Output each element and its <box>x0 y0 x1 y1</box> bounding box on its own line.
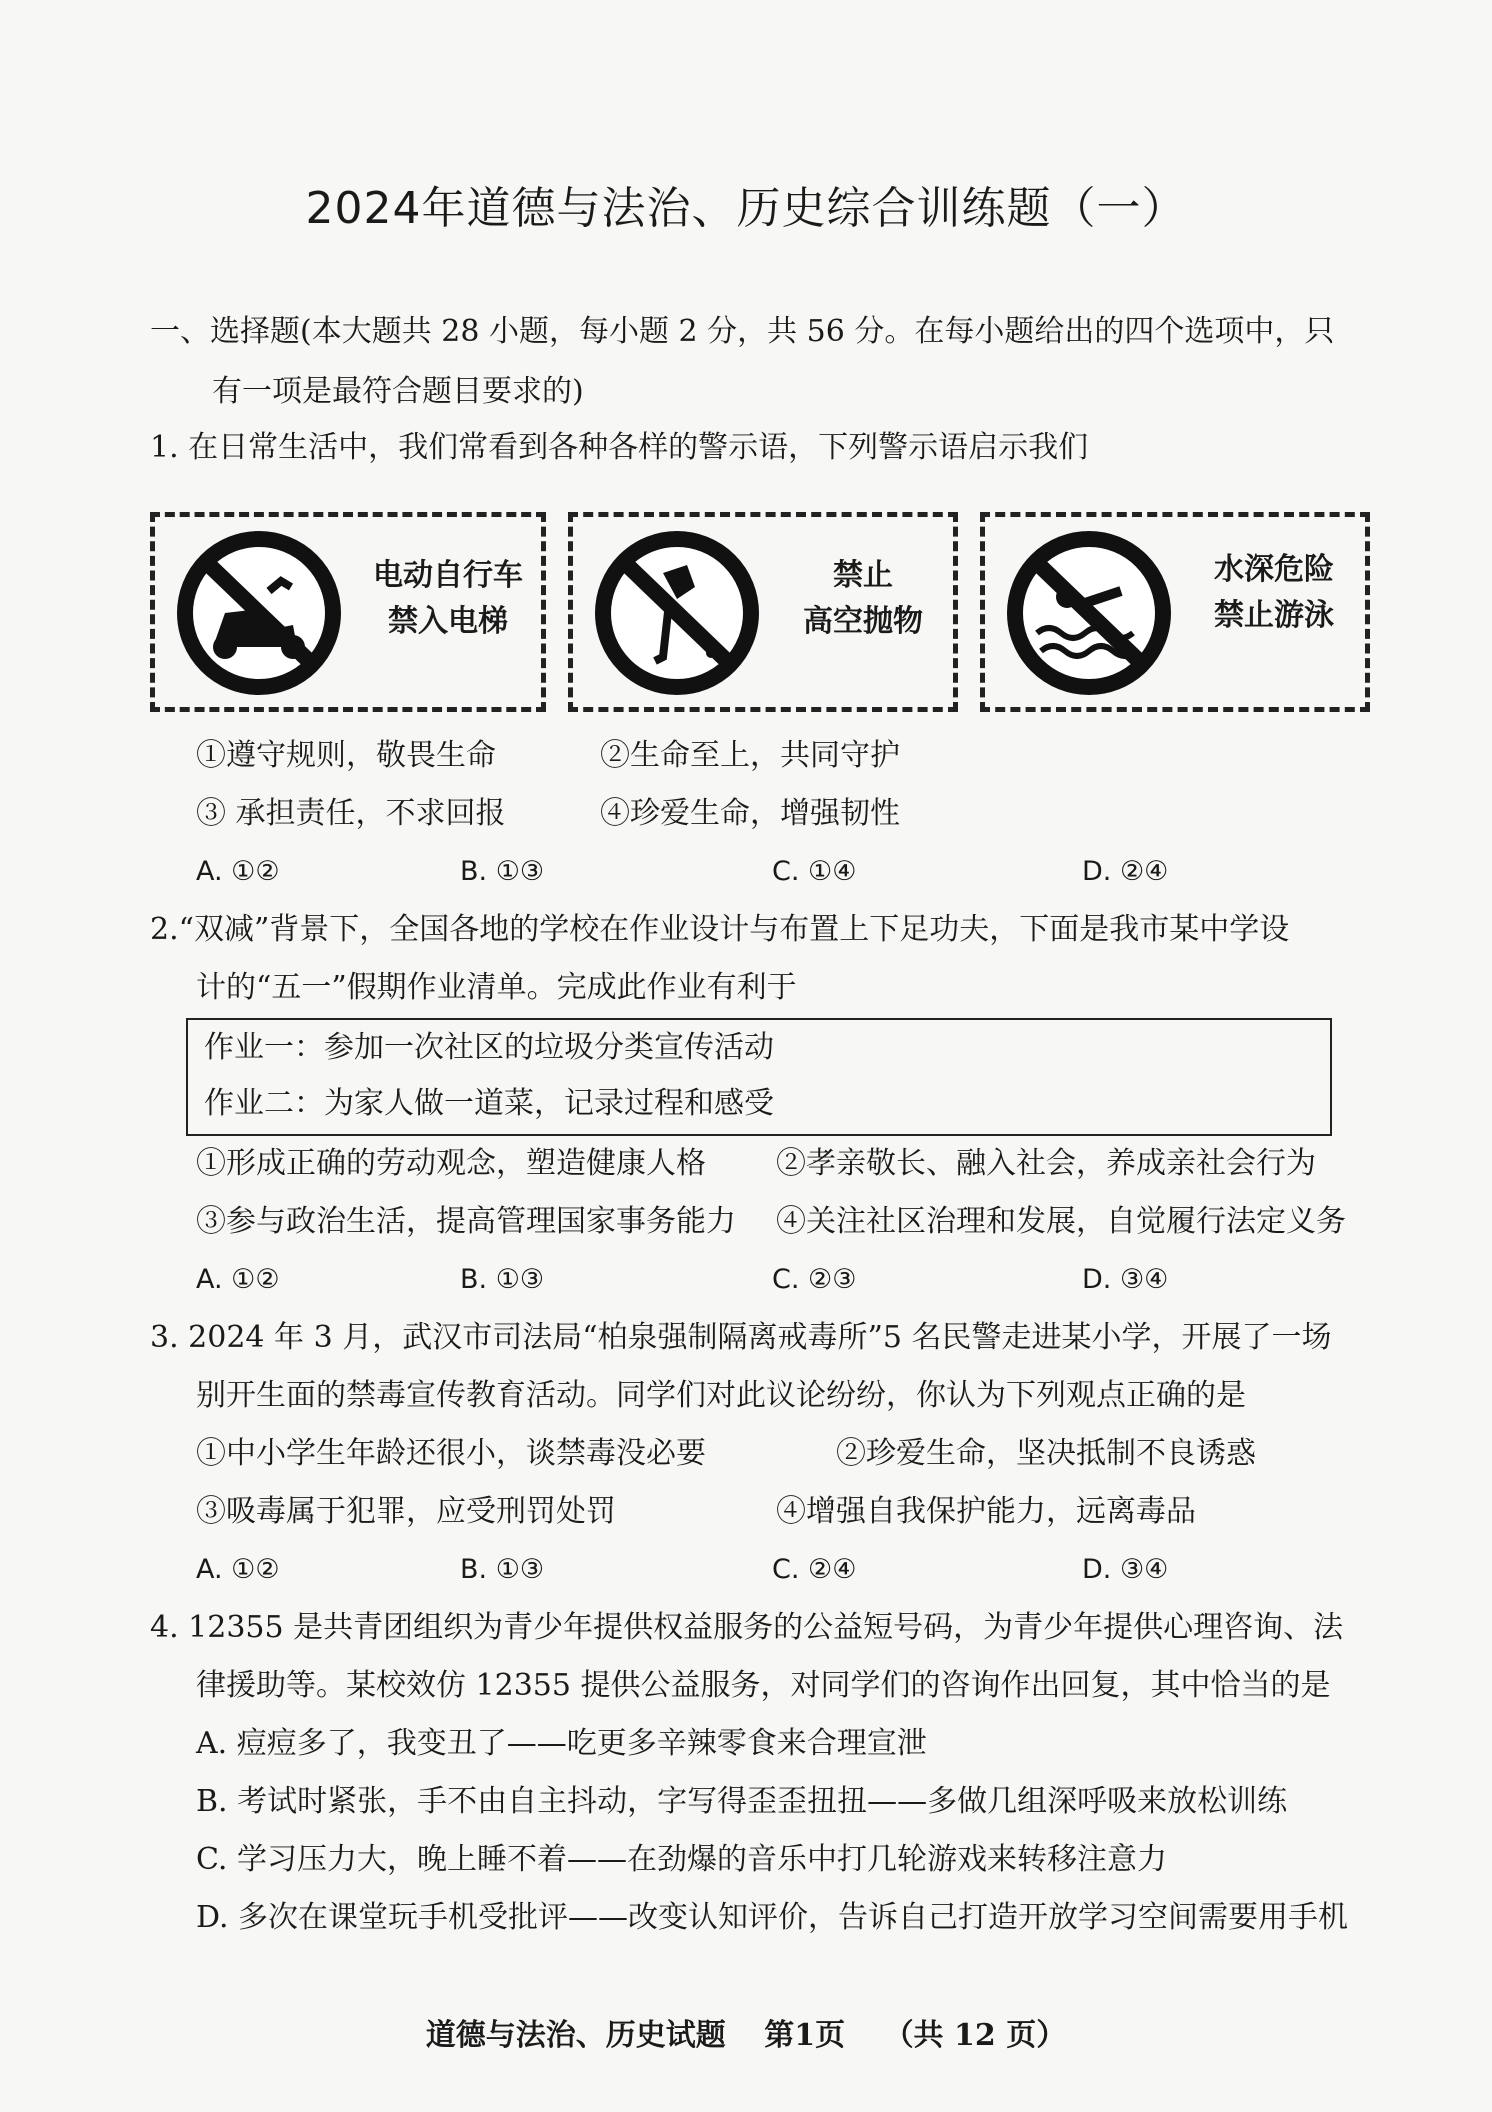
q2-stem: 2.“双减”背景下，全国各地的学校在作业设计与布置上下足功夫，下面是我市某中学设 <box>150 912 1290 947</box>
q3-option-c: C. ②④ <box>772 1554 857 1585</box>
footer-page-number: 第1页 <box>764 2018 846 2053</box>
q2-option-b: B. ①③ <box>460 1264 545 1295</box>
q1-option-b: B. ①③ <box>460 856 545 887</box>
footer-subject: 道德与法治、历史试题 <box>425 2018 726 2053</box>
q2-statement-1: ①形成正确的劳动观念，塑造健康人格 <box>196 1146 706 1181</box>
no-ebike-icon <box>173 529 349 697</box>
q1-stem: 1. 在日常生活中，我们常看到各种各样的警示语，下列警示语启示我们 <box>150 430 1089 465</box>
sign-no-swimming <box>980 512 1370 712</box>
q1-statement-3: ③ 承担责任，不求回报 <box>196 796 506 831</box>
q4-option-c: C. 学习压力大，晚上睡不着——在劲爆的音乐中打几轮游戏来转移注意力 <box>196 1842 1167 1877</box>
homework-list-box <box>186 1018 1332 1136</box>
q2-statement-3: ③参与政治生活，提高管理国家事务能力 <box>196 1204 736 1239</box>
footer-total-pages: （共 12 页） <box>883 2018 1067 2053</box>
q2-statement-4: ④关注社区治理和发展，自觉履行法定义务 <box>776 1204 1346 1239</box>
page-footer <box>0 2010 1492 2054</box>
q3-statement-3: ③吸毒属于犯罪，应受刑罚处罚 <box>196 1494 616 1529</box>
q4-option-b: B. 考试时紧张，手不由自主抖动，字写得歪歪扭扭——多做几组深呼吸来放松训练 <box>196 1784 1288 1819</box>
q2-option-c: C. ②③ <box>772 1264 857 1295</box>
q3-stem-cont: 别开生面的禁毒宣传教育活动。同学们对此议论纷纷，你认为下列观点正确的是 <box>196 1378 1246 1413</box>
q1-option-c: C. ①④ <box>772 856 857 887</box>
q3-statement-2: ②珍爱生命，坚决抵制不良诱惑 <box>836 1436 1256 1471</box>
q2-statement-2: ②孝亲敬长、融入社会，养成亲社会行为 <box>776 1146 1316 1181</box>
q1-option-a: A. ①② <box>196 856 280 887</box>
q1-option-d: D. ②④ <box>1082 856 1169 887</box>
sign-no-ebike <box>150 512 546 712</box>
q4-option-d: D. 多次在课堂玩手机受批评——改变认知评价，告诉自己打造开放学习空间需要用手机 <box>196 1900 1349 1935</box>
q2-option-d: D. ③④ <box>1082 1264 1169 1295</box>
homework-item-1: 作业一：参加一次社区的垃圾分类宣传活动 <box>204 1030 774 1065</box>
section-heading: 一、选择题(本大题共 28 小题，每小题 2 分，共 56 分。在每小题给出的四个选项中，只 <box>150 314 1335 349</box>
sign-caption-line1: 电动自行车 <box>373 558 523 593</box>
section-heading-cont: 有一项是最符合题目要求的) <box>212 374 584 409</box>
sign-caption-line2: 高空抛物 <box>803 604 923 639</box>
q3-option-d: D. ③④ <box>1082 1554 1169 1585</box>
q4-stem-cont: 律援助等。某校效仿 12355 提供公益服务，对同学们的咨询作出回复，其中恰当的是 <box>196 1668 1331 1703</box>
q2-stem-cont: 计的“五一”假期作业清单。完成此作业有利于 <box>196 970 797 1005</box>
page-title: 2024年道德与法治、历史综合训练题（一） <box>305 183 1187 234</box>
q1-statement-4: ④珍爱生命，增强韧性 <box>600 796 900 831</box>
q3-option-b: B. ①③ <box>460 1554 545 1585</box>
q3-stem: 3. 2024 年 3 月，武汉市司法局“柏泉强制隔离戒毒所”5 名民警走进某小学，开展了一场 <box>150 1320 1332 1355</box>
q1-statement-2: ②生命至上，共同守护 <box>600 738 900 773</box>
q4-option-a: A. 痘痘多了，我变丑了——吃更多辛辣零食来合理宣泄 <box>196 1726 927 1761</box>
no-throwing-icon <box>591 529 767 697</box>
homework-item-2: 作业二：为家人做一道菜，记录过程和感受 <box>204 1086 774 1121</box>
sign-caption-line2: 禁止游泳 <box>1214 598 1334 633</box>
sign-caption-line1: 水深危险 <box>1214 552 1334 587</box>
q3-statement-1: ①中小学生年龄还很小，谈禁毒没必要 <box>196 1436 706 1471</box>
q3-statement-4: ④增强自我保护能力，远离毒品 <box>776 1494 1196 1529</box>
q2-option-a: A. ①② <box>196 1264 280 1295</box>
sign-no-throwing <box>568 512 958 712</box>
sign-caption-line2: 禁入电梯 <box>388 604 508 639</box>
no-swimming-icon <box>1003 529 1179 697</box>
q3-option-a: A. ①② <box>196 1554 280 1585</box>
q4-stem: 4. 12355 是共青团组织为青少年提供权益服务的公益短号码，为青少年提供心理咨询、法 <box>150 1610 1344 1645</box>
sign-caption-line1: 禁止 <box>833 558 893 593</box>
q1-statement-1: ①遵守规则，敬畏生命 <box>196 738 496 773</box>
